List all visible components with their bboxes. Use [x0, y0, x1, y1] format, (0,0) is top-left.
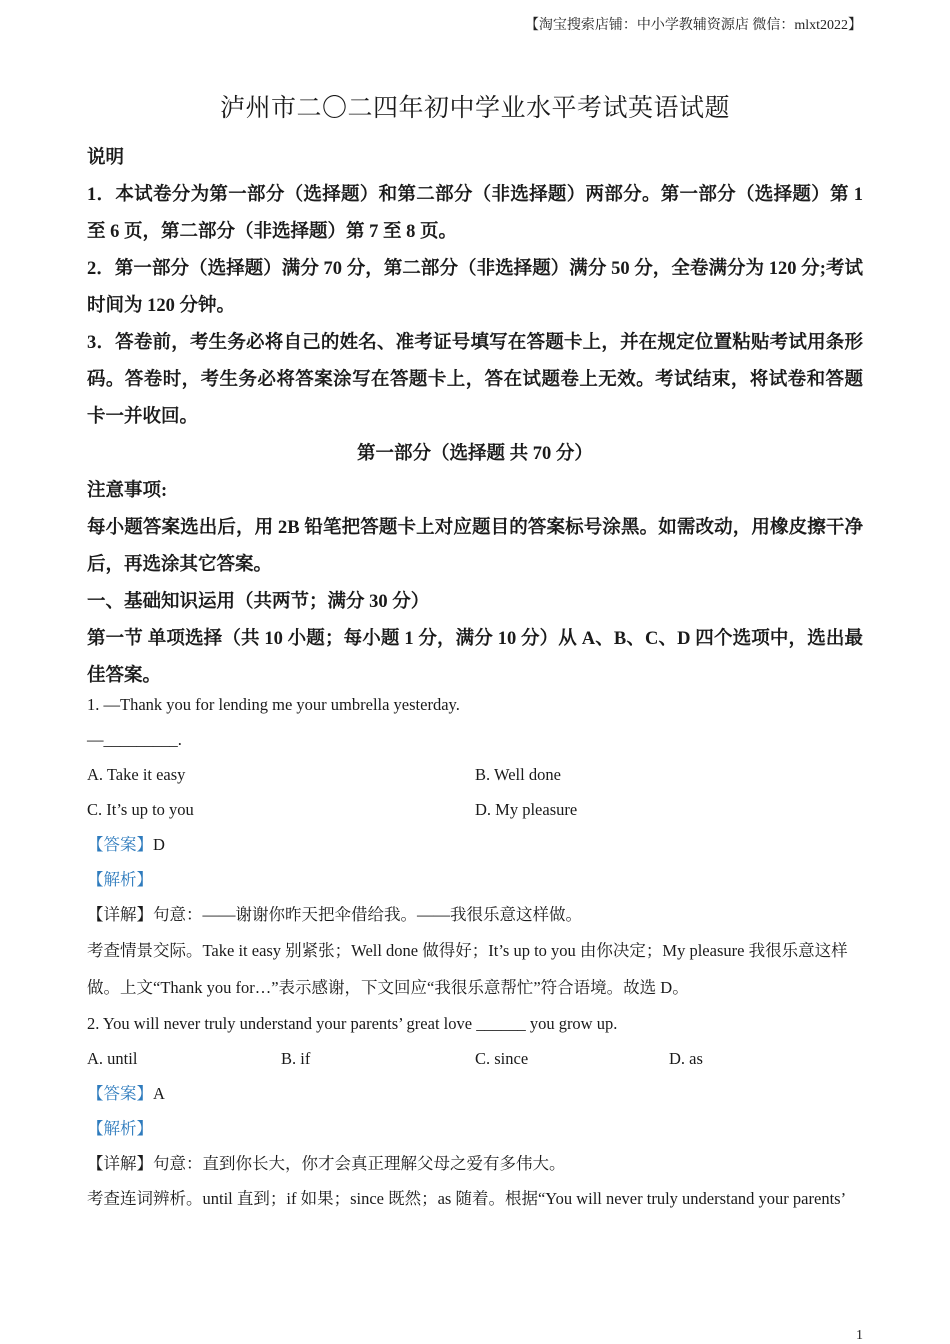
- instruction-item-3: 3．答卷前，考生务必将自己的姓名、准考证号填写在答题卡上，并在规定位置粘贴考试用条形码。答卷时，考生务必将答案涂写在答题卡上，答在试题卷上无效。考试结束，将试卷和答题卡一并收回。: [87, 333, 863, 427]
- q2-stem: 2. You will never truly understand your parents’ great love ______ you grow up.: [87, 1014, 618, 1033]
- page-number: 1: [856, 1328, 863, 1343]
- question-block: [87, 687, 863, 1216]
- instruction-item-1: 1．本试卷分为第一部分（选择题）和第二部分（非选择题）两部分。第一部分（选择题）第 1 至 6 页，第二部分（非选择题）第 7 至 8 页。: [87, 185, 863, 242]
- q1-detail: 句意：——谢谢你昨天把伞借给我。——我很乐意这样做。: [153, 905, 582, 924]
- instructions-block: [87, 140, 863, 695]
- instructions-heading: 说明: [87, 148, 125, 168]
- q1-answer-line: [87, 827, 863, 862]
- part-one-heading: 第一部分（选择题 共 70 分）: [357, 444, 593, 464]
- q2-option-d: D. as: [669, 1049, 703, 1068]
- q1-option-d: D. My pleasure: [475, 800, 578, 819]
- q2-answer: A: [153, 1084, 165, 1103]
- analysis-label: 【解析】: [87, 1119, 153, 1138]
- q2-option-c: C. since: [475, 1049, 529, 1068]
- q1-stem: 1. —Thank you for lending me your umbrella yesterday.: [87, 695, 460, 714]
- instruction-item-2: 2．第一部分（选择题）满分 70 分，第二部分（非选择题）满分 50 分，全卷满分为 120 分;考试时间为 120 分钟。: [87, 259, 863, 316]
- q1-detail-line: [87, 897, 863, 932]
- answer-label: 【答案】: [87, 1084, 153, 1103]
- q1-option-b: B. Well done: [475, 765, 561, 784]
- q1-options-row-1: [87, 757, 863, 792]
- header-note: 【淘宝搜索店铺：中小学教辅资源店 微信：mlxt2022】: [524, 18, 862, 33]
- q1-analysis-line: [87, 862, 863, 897]
- analysis-label: 【解析】: [87, 870, 153, 889]
- q2-analysis-line: [87, 1111, 863, 1146]
- q1-option-c: C. It’s up to you: [87, 800, 194, 819]
- answer-label: 【答案】: [87, 835, 153, 854]
- q2-detail-line: [87, 1146, 863, 1181]
- q1-option-a: A. Take it easy: [87, 765, 186, 784]
- q2-option-a: A. until: [87, 1049, 138, 1068]
- detail-label: 【详解】: [87, 905, 153, 924]
- section-heading: 一、基础知识运用（共两节；满分 30 分）: [87, 592, 430, 612]
- q2-option-b: B. if: [281, 1049, 311, 1068]
- q1-explanation: 考查情景交际。Take it easy 别紧张；Well done 做得好；It’s up to you 由你决定；My pleasure 我很乐意这样做。上文“Thank you for…”表示感谢，下文回应“我很乐意帮忙”符合语境。故选 D。: [87, 941, 848, 997]
- q2-options-row: [87, 1041, 863, 1076]
- q1-answer: D: [153, 835, 165, 854]
- subsection-heading: 第一节 单项选择（共 10 小题；每小题 1 分，满分 10 分）从 A、B、C、D 四个选项中，选出最佳答案。: [87, 629, 863, 686]
- q2-answer-line: [87, 1076, 863, 1111]
- detail-label: 【详解】: [87, 1154, 153, 1173]
- q1-options-row-2: [87, 792, 863, 827]
- q1-reply: —_________.: [87, 730, 182, 749]
- page-title: 泸州市二〇二四年初中学业水平考试英语试题: [219, 95, 730, 122]
- notes-text: 每小题答案选出后，用 2B 铅笔把答题卡上对应题目的答案标号涂黑。如需改动，用橡皮擦干净后，再选涂其它答案。: [87, 518, 863, 575]
- q2-detail: 句意：直到你长大，你才会真正理解父母之爱有多伟大。: [153, 1154, 566, 1173]
- notes-heading: 注意事项:: [87, 481, 168, 501]
- q2-explanation: 考查连词辨析。until 直到；if 如果；since 既然；as 随着。根据“You will never truly understand your parents’: [87, 1189, 847, 1208]
